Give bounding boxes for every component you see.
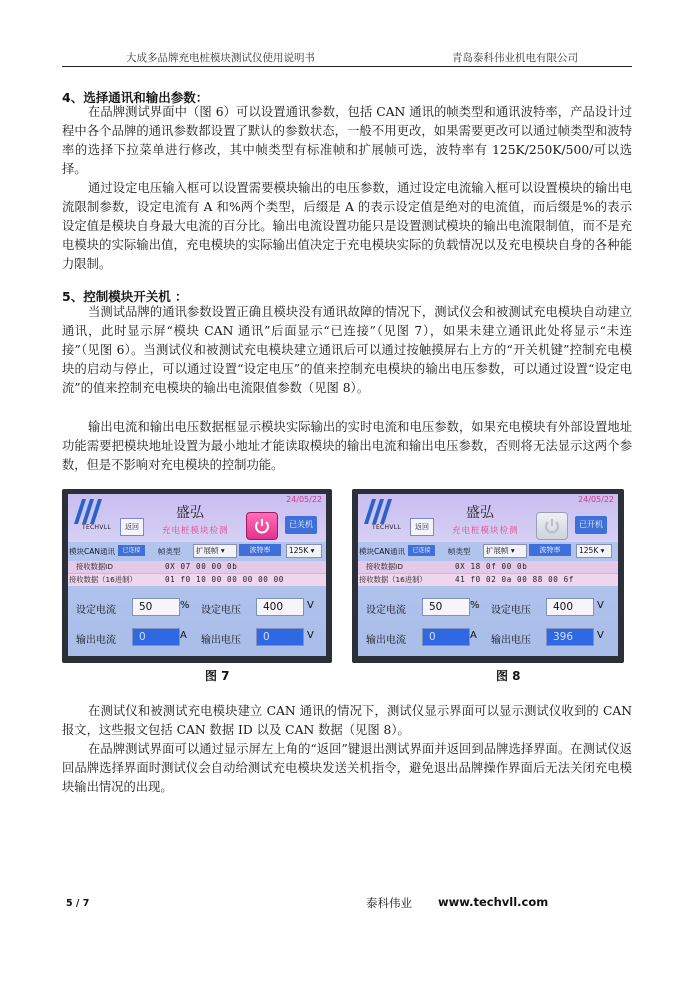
section-5-paragraph-1: 当测试品牌的通讯参数设置正确且模块没有通讯故障的情况下，测试仪会和被测试充电模块自动建立通讯，此时显示屏“模块 CAN 通讯”后面显示“已连接”（见图 7），如果未建立通讯此处将显示“未连接”（见图 6）。当测试仪和被测试充电模块建立通讯后可以通过按触摸屏右上方的“开关机键”控制充电模块的启动与停止，可以通过设置“设定电压”的值来控制充电模块的输出电压参数，可以通过设置“设定电流”的值来控制充电模块的输出电流限值参数（见图 8）。: [62, 305, 632, 396]
frame-type-value: 扩展帧: [196, 546, 219, 555]
power-button[interactable]: [536, 512, 568, 540]
output-voltage-display: 396: [546, 628, 594, 646]
set-voltage-unit: V: [597, 600, 604, 611]
brand-name: 盛弘: [176, 505, 204, 521]
after-paragraph-2: 在品牌测试界面可以通过显示屏左上角的“返回”键退出测试界面并返回到品牌选择界面。在测试仪返回品牌选择界面时测试仪会自动给测试充电模块发送关机指令，避免退出品牌操作界面后无法关闭充电模块输出情况的出现。: [62, 742, 632, 795]
footer-url: www.techvll.com: [438, 895, 549, 909]
techvll-logo-icon: [360, 497, 398, 525]
received-id-label: 接收数据ID: [366, 562, 403, 571]
header-rule: [62, 66, 632, 67]
set-voltage-label: 设定电压: [201, 605, 241, 616]
after-paragraph-1: 在测试仪和被测试充电模块建立 CAN 通讯的情况下，测试仪显示界面可以显示测试仪收到的 CAN 报文，这些报文包括 CAN 数据 ID 以及 CAN 数据（见图 8）。: [62, 704, 632, 738]
received-data-label: 接收数据（16进制）: [359, 575, 427, 584]
power-state-button[interactable]: 已开机: [575, 516, 607, 534]
can-settings-row: [358, 544, 618, 558]
section-4-paragraph-1: 在品牌测试界面中（图 6）可以设置通讯参数，包括 CAN 通讯的帧类型和通讯波特率，产品设计过程中各个品牌的通讯参数都设置了默认的参数状态，一般不用更改，如果需要更改可以通过帧类型和波特率的选择下拉菜单进行修改，其中帧类型有标准帧和扩展帧可选，波特率有 125K/250K/500/可以选择。: [62, 105, 632, 177]
figure-8-screenshot: [352, 489, 624, 663]
device-screen: [358, 494, 618, 656]
received-data-label: 接收数据（16进制）: [69, 575, 137, 584]
received-data-row: [68, 574, 326, 586]
figure-7-caption: 图 7: [205, 669, 230, 683]
set-voltage-label: 设定电压: [491, 605, 531, 616]
output-current-label: 输出电流: [76, 635, 116, 646]
set-current-unit: %: [180, 600, 190, 611]
footer-brand: 泰科伟业: [366, 896, 412, 910]
can-status-badge: 已连接: [118, 545, 145, 556]
frame-type-value: 扩展帧: [486, 546, 509, 555]
output-current-unit: A: [470, 630, 477, 641]
output-current-display: 0: [422, 628, 470, 646]
power-button[interactable]: [246, 512, 278, 540]
header-company: 青岛泰科伟业机电有限公司: [452, 52, 578, 64]
screen-subtitle: 充电桩模块检测: [452, 526, 519, 536]
output-voltage-label: 输出电压: [201, 635, 241, 646]
figure-7-screenshot: [62, 489, 332, 663]
can-label: 模块CAN通讯: [359, 547, 405, 556]
power-state-button[interactable]: 已关机: [285, 516, 317, 534]
brand-name: 盛弘: [466, 505, 494, 521]
can-settings-row: [68, 544, 326, 558]
received-data-value: 41 f0 02 0a 00 88 00 6f: [455, 575, 574, 584]
received-id-row: [68, 561, 326, 573]
received-data-value: 01 f0 10 00 00 00 00 00: [165, 575, 284, 584]
baud-rate-value: 125K: [289, 546, 309, 555]
set-current-input[interactable]: 50: [132, 598, 180, 616]
set-voltage-input[interactable]: 400: [546, 598, 594, 616]
section-5-paragraph-2: 输出电流和输出电压数据框显示模块实际输出的实时电流和电压参数，如果充电模块有外部设置地址功能需要把模块地址设置为最小地址才能读取模块的输出电流和输出电压参数，否则将无法显示这两个参数，但是不影响对充电模块的控制功能。: [62, 420, 632, 473]
logo-text: TECHVLL: [372, 524, 402, 531]
set-current-label: 设定电流: [366, 605, 406, 616]
output-voltage-unit: V: [597, 630, 604, 641]
header-doc-title: 大成多品牌充电桩模块测试仪使用说明书: [126, 52, 315, 64]
output-voltage-display: 0: [256, 628, 304, 646]
device-screen: [68, 494, 326, 656]
set-current-unit: %: [470, 600, 480, 611]
power-icon: [543, 517, 561, 535]
set-current-input[interactable]: 50: [422, 598, 470, 616]
baud-rate-select[interactable]: 125K ▾: [576, 544, 612, 558]
received-id-row: [358, 561, 618, 573]
logo-text: TECHVLL: [82, 524, 112, 531]
section-5-title: 5、控制模块开关机 ：: [62, 289, 188, 304]
section-4-title: 4、选择通讯和输出参数：: [62, 90, 209, 105]
power-icon: [253, 517, 271, 535]
baud-rate-label: 波特率: [529, 544, 571, 556]
figure-8-caption: 图 8: [496, 669, 521, 683]
set-current-label: 设定电流: [76, 605, 116, 616]
received-id-label: 接收数据ID: [76, 562, 113, 571]
frame-type-label: 帧类型: [158, 547, 181, 556]
baud-rate-value: 125K: [579, 546, 599, 555]
can-status-badge: 已连接: [408, 545, 435, 556]
received-id-value: 0X 18 0f 00 0b: [455, 562, 528, 571]
output-voltage-label: 输出电压: [491, 635, 531, 646]
set-voltage-unit: V: [307, 600, 314, 611]
page-number: 5 / 7: [66, 898, 90, 909]
set-voltage-input[interactable]: 400: [256, 598, 304, 616]
back-button[interactable]: 返回: [410, 518, 434, 536]
baud-rate-select[interactable]: 125K ▾: [286, 544, 322, 558]
screen-date: 24/05/22: [286, 495, 322, 504]
frame-type-label: 帧类型: [448, 547, 471, 556]
frame-type-select[interactable]: 扩展帧 ▾: [193, 544, 237, 558]
section-4-paragraph-2: 通过设定电压输入框可以设置需要模块输出的电压参数，通过设定电流输入框可以设置模块的输出电流限制参数，设定电流有 A 和%两个类型，后缀是 A 的表示设定值是绝对的电流值，而后缀是%的表示设定值是模块自身最大电流的百分比。输出电流设置功能只是设置测试模块的输出电流限制值，而不是充电模块的实际输出值，充电模块的实际输出值决定于充电模块实际的负载情况以及充电模块自身的各种能力限制。: [62, 181, 632, 272]
techvll-logo-icon: [70, 497, 108, 525]
screen-date: 24/05/22: [578, 495, 614, 504]
output-voltage-unit: V: [307, 630, 314, 641]
can-label: 模块CAN通讯: [69, 547, 115, 556]
output-current-unit: A: [180, 630, 187, 641]
received-data-row: [358, 574, 618, 586]
frame-type-select[interactable]: 扩展帧 ▾: [483, 544, 527, 558]
screen-subtitle: 充电桩模块检测: [162, 526, 229, 536]
received-id-value: 0X 07 00 00 0b: [165, 562, 238, 571]
back-button[interactable]: 返回: [120, 518, 144, 536]
output-current-display: 0: [132, 628, 180, 646]
baud-rate-label: 波特率: [239, 544, 281, 556]
output-current-label: 输出电流: [366, 635, 406, 646]
